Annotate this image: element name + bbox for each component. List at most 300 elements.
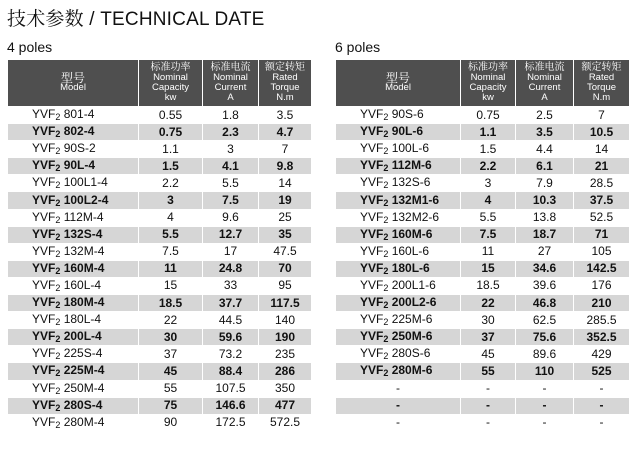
cell-capacity: 0.75: [461, 107, 516, 124]
cell-capacity: 1.1: [139, 141, 203, 158]
model-subscript: 2: [383, 180, 389, 191]
cell-capacity: 5.5: [461, 209, 516, 226]
cell-model: [336, 192, 461, 209]
cell-model: [336, 363, 461, 380]
cell-torque: 105: [574, 243, 630, 260]
model-prefix: YVF: [360, 158, 384, 173]
cell-capacity: 15: [139, 277, 203, 294]
model-prefix: YVF: [360, 175, 384, 190]
model-prefix: YVF: [32, 397, 56, 412]
cell-capacity: 55: [139, 380, 203, 397]
cell-capacity: 7.5: [139, 243, 203, 260]
cell-capacity: -: [461, 414, 516, 431]
col-header-current: 标准电流 Nominal Current A: [203, 60, 259, 107]
model-prefix: YVF: [32, 158, 56, 173]
model-subscript: 2: [383, 317, 389, 328]
model-subscript: 2: [55, 146, 61, 157]
cell-current: 2.3: [203, 124, 259, 141]
cell-model: [336, 107, 461, 124]
model-code: 200L-4: [63, 329, 102, 344]
table-row: [8, 414, 312, 431]
model-code: 250M-6: [391, 329, 433, 344]
table-row: [8, 226, 312, 243]
model-code: 100L2-4: [63, 192, 109, 207]
model-prefix: YVF: [32, 141, 56, 156]
table-row: [336, 243, 630, 260]
model-subscript: 2: [55, 282, 61, 293]
model-code: 132S-4: [63, 226, 103, 241]
cell-current: 44.5: [203, 312, 259, 329]
model-code: 90S-6: [391, 107, 424, 122]
cell-current: 172.5: [203, 414, 259, 431]
cell-model: [8, 414, 139, 431]
table-row: [336, 209, 630, 226]
cell-model: [8, 380, 139, 397]
cell-torque: 285.5: [574, 312, 630, 329]
cell-torque: -: [574, 380, 630, 397]
model-subscript: 2: [383, 334, 389, 345]
cell-model: -: [336, 414, 461, 431]
model-subscript: 2: [383, 300, 389, 311]
table-row: [8, 192, 312, 209]
data-table-4-poles: [7, 59, 312, 432]
model-subscript: 2: [55, 385, 61, 396]
model-code: 180L-6: [391, 260, 430, 275]
cell-model: [336, 329, 461, 346]
cell-model: [336, 243, 461, 260]
model-prefix: YVF: [32, 363, 56, 378]
table-row: [8, 158, 312, 175]
model-code: 280M-4: [63, 414, 105, 429]
model-subscript: 2: [55, 402, 61, 413]
cell-capacity: 18.5: [139, 295, 203, 312]
model-prefix: YVF: [360, 209, 384, 224]
model-subscript: 2: [55, 180, 61, 191]
cell-capacity: 11: [461, 243, 516, 260]
cell-torque: 572.5: [259, 414, 312, 431]
model-subscript: 2: [383, 351, 389, 362]
model-subscript: 2: [55, 214, 61, 225]
cell-model: [8, 277, 139, 294]
model-subscript: 2: [55, 197, 61, 208]
table-row: [8, 363, 312, 380]
table-row: [336, 363, 630, 380]
model-subscript: 2: [55, 129, 61, 140]
table-row: [336, 329, 630, 346]
cell-capacity: 3: [461, 175, 516, 192]
cell-torque: 190: [259, 329, 312, 346]
model-subscript: 2: [383, 248, 389, 259]
model-subscript: 2: [55, 351, 61, 362]
cell-model: [8, 312, 139, 329]
cell-capacity: 45: [139, 363, 203, 380]
cell-model: [336, 295, 461, 312]
table-row: [336, 192, 630, 209]
table-row: [336, 141, 630, 158]
model-prefix: YVF: [360, 260, 384, 275]
model-subscript: 2: [383, 146, 389, 157]
cell-capacity: 22: [461, 295, 516, 312]
model-code: 132M-4: [63, 243, 105, 258]
model-prefix: YVF: [360, 312, 384, 327]
table-row: [336, 414, 630, 431]
model-prefix: YVF: [32, 414, 56, 429]
cell-capacity: 45: [461, 346, 516, 363]
cell-torque: 350: [259, 380, 312, 397]
cell-torque: 70: [259, 260, 312, 277]
table-row: [336, 380, 630, 397]
cell-torque: 176: [574, 277, 630, 294]
model-code: 112M-4: [63, 209, 104, 224]
cell-model: [8, 397, 139, 414]
model-prefix: YVF: [32, 209, 56, 224]
model-prefix: YVF: [360, 124, 384, 139]
cell-model: [8, 175, 139, 192]
model-subscript: 2: [55, 419, 61, 430]
cell-capacity: 37: [461, 329, 516, 346]
cell-capacity: 30: [461, 312, 516, 329]
cell-capacity: 11: [139, 260, 203, 277]
table-row: [8, 260, 312, 277]
model-code: 160M-6: [391, 226, 433, 241]
cell-capacity: 0.75: [139, 124, 203, 141]
cell-torque: 37.5: [574, 192, 630, 209]
cell-torque: 10.5: [574, 124, 630, 141]
page-title: 技术参数 / TECHNICAL DATE: [7, 9, 265, 30]
cell-model: [8, 260, 139, 277]
cell-torque: 525: [574, 363, 630, 380]
model-code: 200L2-6: [391, 295, 437, 310]
model-code: 801-4: [63, 107, 95, 122]
cell-model: [336, 175, 461, 192]
cell-capacity: 1.5: [139, 158, 203, 175]
cell-current: 46.8: [516, 295, 574, 312]
cell-capacity: 2.2: [139, 175, 203, 192]
cell-model: [336, 312, 461, 329]
model-code: 160L-6: [391, 243, 430, 258]
cell-current: 39.6: [516, 277, 574, 294]
model-subscript: 2: [383, 231, 389, 242]
model-prefix: YVF: [360, 363, 384, 378]
cell-model: [8, 363, 139, 380]
model-code: 100L1-4: [63, 175, 108, 190]
cell-torque: 14: [259, 175, 312, 192]
model-code: 90S-2: [63, 141, 96, 156]
table-row: [8, 380, 312, 397]
cell-current: 33: [203, 277, 259, 294]
model-code: 160L-4: [63, 277, 102, 292]
model-code: 280S-6: [391, 346, 431, 361]
cell-torque: 28.5: [574, 175, 630, 192]
model-prefix: YVF: [360, 192, 384, 207]
cell-current: -: [516, 414, 574, 431]
cell-current: 1.8: [203, 107, 259, 124]
cell-torque: 21: [574, 158, 630, 175]
table-row: [8, 295, 312, 312]
cell-current: 7.9: [516, 175, 574, 192]
table-row: [8, 175, 312, 192]
table-row: [336, 175, 630, 192]
table-row: [336, 346, 630, 363]
col-header-model: 型号 Model: [8, 60, 139, 107]
cell-capacity: 4: [461, 192, 516, 209]
model-subscript: 2: [55, 248, 61, 259]
model-code: 225M-6: [391, 312, 433, 327]
cell-capacity: 4: [139, 209, 203, 226]
cell-torque: -: [574, 414, 630, 431]
model-subscript: 2: [383, 163, 389, 174]
model-subscript: 2: [55, 112, 61, 123]
cell-current: 24.8: [203, 260, 259, 277]
model-code: 802-4: [63, 124, 95, 139]
table-row: [8, 209, 312, 226]
model-code: 280M-6: [391, 363, 433, 378]
cell-model: [336, 260, 461, 277]
cell-model: [336, 141, 461, 158]
cell-current: 13.8: [516, 209, 574, 226]
model-prefix: YVF: [32, 107, 56, 122]
cell-torque: 52.5: [574, 209, 630, 226]
cell-current: 27: [516, 243, 574, 260]
col-header-torque: 额定转矩 Rated Torque N.m: [259, 60, 312, 107]
cell-model: [336, 209, 461, 226]
cell-torque: 142.5: [574, 260, 630, 277]
model-prefix: YVF: [360, 226, 384, 241]
model-code: 90L-6: [391, 124, 424, 139]
cell-current: 17: [203, 243, 259, 260]
model-prefix: YVF: [32, 346, 56, 361]
model-prefix: YVF: [360, 329, 384, 344]
table-row: [336, 260, 630, 277]
cell-current: -: [516, 380, 574, 397]
table-row: [336, 312, 630, 329]
cell-capacity: 90: [139, 414, 203, 431]
model-prefix: YVF: [32, 329, 56, 344]
cell-current: -: [516, 397, 574, 414]
table-row: [336, 226, 630, 243]
cell-torque: 4.7: [259, 124, 312, 141]
table-header-row: [336, 60, 630, 107]
cell-current: 89.6: [516, 346, 574, 363]
col-header-torque: 额定转矩 Rated Torque N.m: [574, 60, 630, 107]
model-prefix: YVF: [32, 260, 56, 275]
cell-torque: 140: [259, 312, 312, 329]
cell-current: 12.7: [203, 226, 259, 243]
table-row: [8, 243, 312, 260]
cell-model: [8, 346, 139, 363]
cell-torque: 47.5: [259, 243, 312, 260]
cell-capacity: 3: [139, 192, 203, 209]
model-subscript: 2: [383, 129, 389, 140]
cell-current: 146.6: [203, 397, 259, 414]
cell-model: [8, 192, 139, 209]
col-header-capacity: 标准功率 Nominal Capacity kw: [461, 60, 516, 107]
cell-capacity: 30: [139, 329, 203, 346]
model-code: 90L-4: [63, 158, 96, 173]
cell-torque: 7: [259, 141, 312, 158]
cell-model: [8, 158, 139, 175]
table-row: [8, 107, 312, 124]
cell-capacity: -: [461, 380, 516, 397]
cell-current: 4.4: [516, 141, 574, 158]
model-prefix: YVF: [32, 226, 56, 241]
cell-capacity: 2.2: [461, 158, 516, 175]
table-row: [336, 277, 630, 294]
cell-model: [336, 158, 461, 175]
model-prefix: YVF: [32, 175, 56, 190]
table-row: [8, 329, 312, 346]
model-prefix: YVF: [32, 277, 56, 292]
cell-torque: 3.5: [259, 107, 312, 124]
cell-model: [336, 277, 461, 294]
col-header-current: 标准电流 Nominal Current A: [516, 60, 574, 107]
table-row: [336, 107, 630, 124]
cell-current: 73.2: [203, 346, 259, 363]
model-code: 132M1-6: [391, 192, 440, 207]
cell-current: 5.5: [203, 175, 259, 192]
model-subscript: 2: [383, 112, 389, 123]
cell-current: 9.6: [203, 209, 259, 226]
cell-capacity: 37: [139, 346, 203, 363]
cell-model: [336, 346, 461, 363]
model-subscript: 2: [55, 317, 61, 328]
cell-torque: 9.8: [259, 158, 312, 175]
cell-torque: 7: [574, 107, 630, 124]
cell-current: 34.6: [516, 260, 574, 277]
cell-torque: 25: [259, 209, 312, 226]
cell-current: 3: [203, 141, 259, 158]
cell-model: [8, 209, 139, 226]
cell-model: [8, 243, 139, 260]
model-code: 132S-6: [391, 175, 431, 190]
cell-torque: 14: [574, 141, 630, 158]
model-prefix: YVF: [360, 243, 384, 258]
data-table-6-poles: [335, 59, 630, 432]
table-row: [8, 141, 312, 158]
model-code: 250M-4: [63, 380, 105, 395]
cell-capacity: 18.5: [461, 277, 516, 294]
model-code: 160M-4: [63, 260, 105, 275]
cell-capacity: -: [461, 397, 516, 414]
cell-current: 7.5: [203, 192, 259, 209]
table-header-row: [8, 60, 312, 107]
cell-torque: -: [574, 397, 630, 414]
cell-capacity: 55: [461, 363, 516, 380]
model-prefix: YVF: [32, 295, 56, 310]
table-row: [8, 397, 312, 414]
model-prefix: YVF: [32, 243, 56, 258]
model-prefix: YVF: [32, 380, 56, 395]
cell-capacity: 5.5: [139, 226, 203, 243]
model-code: 225S-4: [63, 346, 103, 361]
cell-current: 62.5: [516, 312, 574, 329]
cell-torque: 429: [574, 346, 630, 363]
cell-torque: 235: [259, 346, 312, 363]
table-label-4-poles: 4 poles: [7, 39, 53, 55]
cell-current: 110: [516, 363, 574, 380]
cell-model: -: [336, 397, 461, 414]
cell-capacity: 7.5: [461, 226, 516, 243]
model-code: 280S-4: [63, 397, 103, 412]
cell-model: [8, 295, 139, 312]
model-code: 180M-4: [63, 295, 105, 310]
cell-current: 2.5: [516, 107, 574, 124]
model-prefix: YVF: [360, 277, 384, 292]
model-subscript: 2: [383, 368, 389, 379]
col-header-capacity: 标准功率 Nominal Capacity kw: [139, 60, 203, 107]
model-code: 100L-6: [391, 141, 430, 156]
model-subscript: 2: [383, 282, 389, 293]
table-row: [8, 312, 312, 329]
cell-capacity: 1.5: [461, 141, 516, 158]
cell-model: -: [336, 380, 461, 397]
cell-torque: 210: [574, 295, 630, 312]
model-subscript: 2: [55, 163, 61, 174]
model-subscript: 2: [383, 265, 389, 276]
cell-capacity: 0.55: [139, 107, 203, 124]
cell-capacity: 75: [139, 397, 203, 414]
model-prefix: YVF: [360, 141, 384, 156]
model-code: 225M-4: [63, 363, 105, 378]
model-code: 132M2-6: [391, 209, 440, 224]
table-row: [8, 124, 312, 141]
cell-current: 3.5: [516, 124, 574, 141]
cell-torque: 352.5: [574, 329, 630, 346]
model-prefix: YVF: [32, 124, 56, 139]
table-row: [8, 346, 312, 363]
cell-model: [336, 226, 461, 243]
cell-model: [8, 141, 139, 158]
cell-model: [8, 124, 139, 141]
model-code: 200L1-6: [391, 277, 436, 292]
cell-current: 37.7: [203, 295, 259, 312]
cell-torque: 477: [259, 397, 312, 414]
cell-model: [8, 226, 139, 243]
cell-current: 88.4: [203, 363, 259, 380]
model-subscript: 2: [55, 368, 61, 379]
model-prefix: YVF: [360, 346, 384, 361]
cell-torque: 71: [574, 226, 630, 243]
model-prefix: YVF: [32, 192, 56, 207]
cell-current: 4.1: [203, 158, 259, 175]
cell-torque: 117.5: [259, 295, 312, 312]
model-code: 180L-4: [63, 312, 102, 327]
cell-capacity: 1.1: [461, 124, 516, 141]
model-code: 112M-6: [391, 158, 432, 173]
cell-current: 6.1: [516, 158, 574, 175]
model-subscript: 2: [55, 300, 61, 311]
cell-torque: 95: [259, 277, 312, 294]
table-row: [336, 295, 630, 312]
cell-current: 107.5: [203, 380, 259, 397]
model-subscript: 2: [55, 265, 61, 276]
model-prefix: YVF: [360, 295, 384, 310]
col-header-model: 型号 Model: [336, 60, 461, 107]
table-row: [336, 124, 630, 141]
table-row: [336, 397, 630, 414]
table-row: [336, 158, 630, 175]
cell-capacity: 15: [461, 260, 516, 277]
model-prefix: YVF: [360, 107, 384, 122]
cell-current: 75.6: [516, 329, 574, 346]
model-prefix: YVF: [32, 312, 56, 327]
cell-current: 59.6: [203, 329, 259, 346]
model-subscript: 2: [383, 214, 389, 225]
model-subscript: 2: [55, 231, 61, 242]
cell-current: 18.7: [516, 226, 574, 243]
cell-torque: 286: [259, 363, 312, 380]
cell-model: [8, 329, 139, 346]
